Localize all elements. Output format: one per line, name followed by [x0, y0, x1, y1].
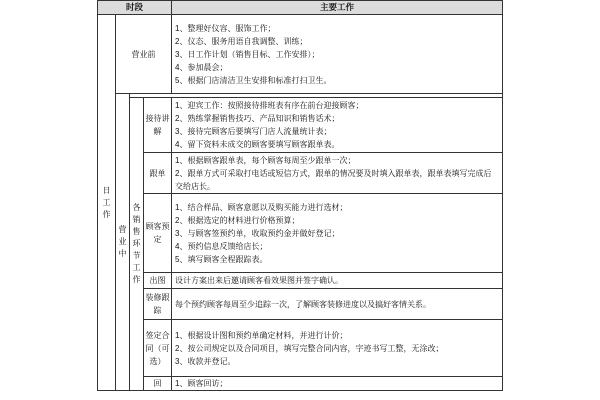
business-label: 营业中: [118, 225, 127, 258]
list-item: 3、收款并登记。: [175, 356, 236, 366]
section-name-cell: [144, 98, 172, 153]
day-work-cell: [98, 15, 116, 391]
list-item: 1、结合样品、顾客意愿以及购买能力进行选材；: [175, 202, 348, 212]
list-item: 2、熟练掌握销售技巧、产品知识和销售话术；: [175, 114, 340, 123]
pre-business-label: 营业前: [131, 49, 156, 59]
list-item: 1、根据设计图和预约单确定材料，并进行计价；: [175, 330, 348, 340]
list-item: 4、参加晨会；: [175, 62, 228, 72]
header-main-work: 主要工作: [172, 1, 503, 15]
list-item: 1、根据顾客跟单表，每个顾客每周至少跟单一次；: [175, 155, 356, 165]
table-row: [98, 377, 503, 391]
sales-stage-label: 各销售环节工作: [132, 203, 141, 284]
table-row: [98, 15, 503, 94]
table-row: [98, 289, 503, 320]
section-name: 装修跟踪: [145, 293, 170, 315]
list-item: 2、跟单方式可采取打电话或短信方式，跟单的情况要及时填入跟单表，跟单表填写完成后交给店长。: [175, 168, 492, 191]
table-row: [98, 194, 503, 273]
section-items: [172, 377, 503, 391]
table-row: [98, 273, 503, 289]
section-items: [172, 273, 503, 289]
list-item: 2、仪态、服务用语自我调整、训练；: [175, 36, 308, 46]
list-item: 设计方案出来后邀请顾客看效果图并签字确认。: [175, 276, 344, 285]
table-row: [98, 153, 503, 194]
section-name: 顾客预定: [145, 222, 170, 244]
list-item: 5、填写顾客全程跟踪表。: [175, 254, 268, 264]
section-name: 跟单: [149, 168, 166, 178]
section-items: [172, 289, 503, 320]
list-item: 1、整理好仪容、服饰工作；: [175, 23, 276, 33]
list-item: 1、顾客回访；: [175, 379, 228, 388]
list-item: 4、预约信息反馈给店长；: [175, 241, 268, 251]
list-item: 3、日工作计划（销售目标、工作安排）；: [175, 49, 320, 59]
section-items: [172, 194, 503, 273]
business-cell: [116, 94, 130, 391]
list-item: 3、与顾客签预约单，收取预约金并做好登记；: [175, 228, 340, 238]
section-items: [172, 98, 503, 153]
section-name: 签定合同（可选）: [145, 330, 170, 366]
section-name: 出图: [149, 276, 166, 285]
pre-business-items: [172, 15, 503, 94]
list-item: 2、按公司规定以及合同项目，填写完整合同内容，字迹书写工整，无涂改；: [175, 343, 444, 353]
section-name-cell: [144, 273, 172, 289]
section-items: [172, 153, 503, 194]
list-item: 5、根据门店清洁卫生安排和标准打扫卫生。: [175, 75, 332, 85]
section-name-cell: [144, 153, 172, 194]
section-name: 回: [153, 379, 162, 388]
section-name-cell: [144, 377, 172, 391]
list-item: 1、迎宾工作：按照接待排班表有序在前台迎接顾客；: [175, 101, 364, 110]
day-work-label: 日工作: [102, 185, 111, 219]
section-name-cell: [144, 289, 172, 320]
list-item: 2、根据选定的材料进行价格预算；: [175, 215, 300, 225]
list-item: 每个预约顾客每周至少追踪一次，了解顾客装修进度以及搞好客情关系。: [175, 299, 432, 309]
header-period: 时段: [98, 1, 172, 15]
sales-stage-cell: [130, 98, 144, 391]
section-name-cell: [144, 194, 172, 273]
table-row: [98, 98, 503, 153]
section-name-cell: [144, 320, 172, 377]
section-name: 接待讲解: [145, 114, 170, 136]
section-items: [172, 320, 503, 377]
list-item: 4、留下资料未成交的顾客要填写顾客跟单表。: [175, 140, 340, 149]
schedule-table: [97, 0, 503, 391]
table-row: [98, 320, 503, 377]
pre-business-cell: [116, 15, 172, 94]
table-header-row: [98, 1, 503, 15]
list-item: 3、接待完顾客后要填写门店人流量统计表；: [175, 127, 332, 136]
